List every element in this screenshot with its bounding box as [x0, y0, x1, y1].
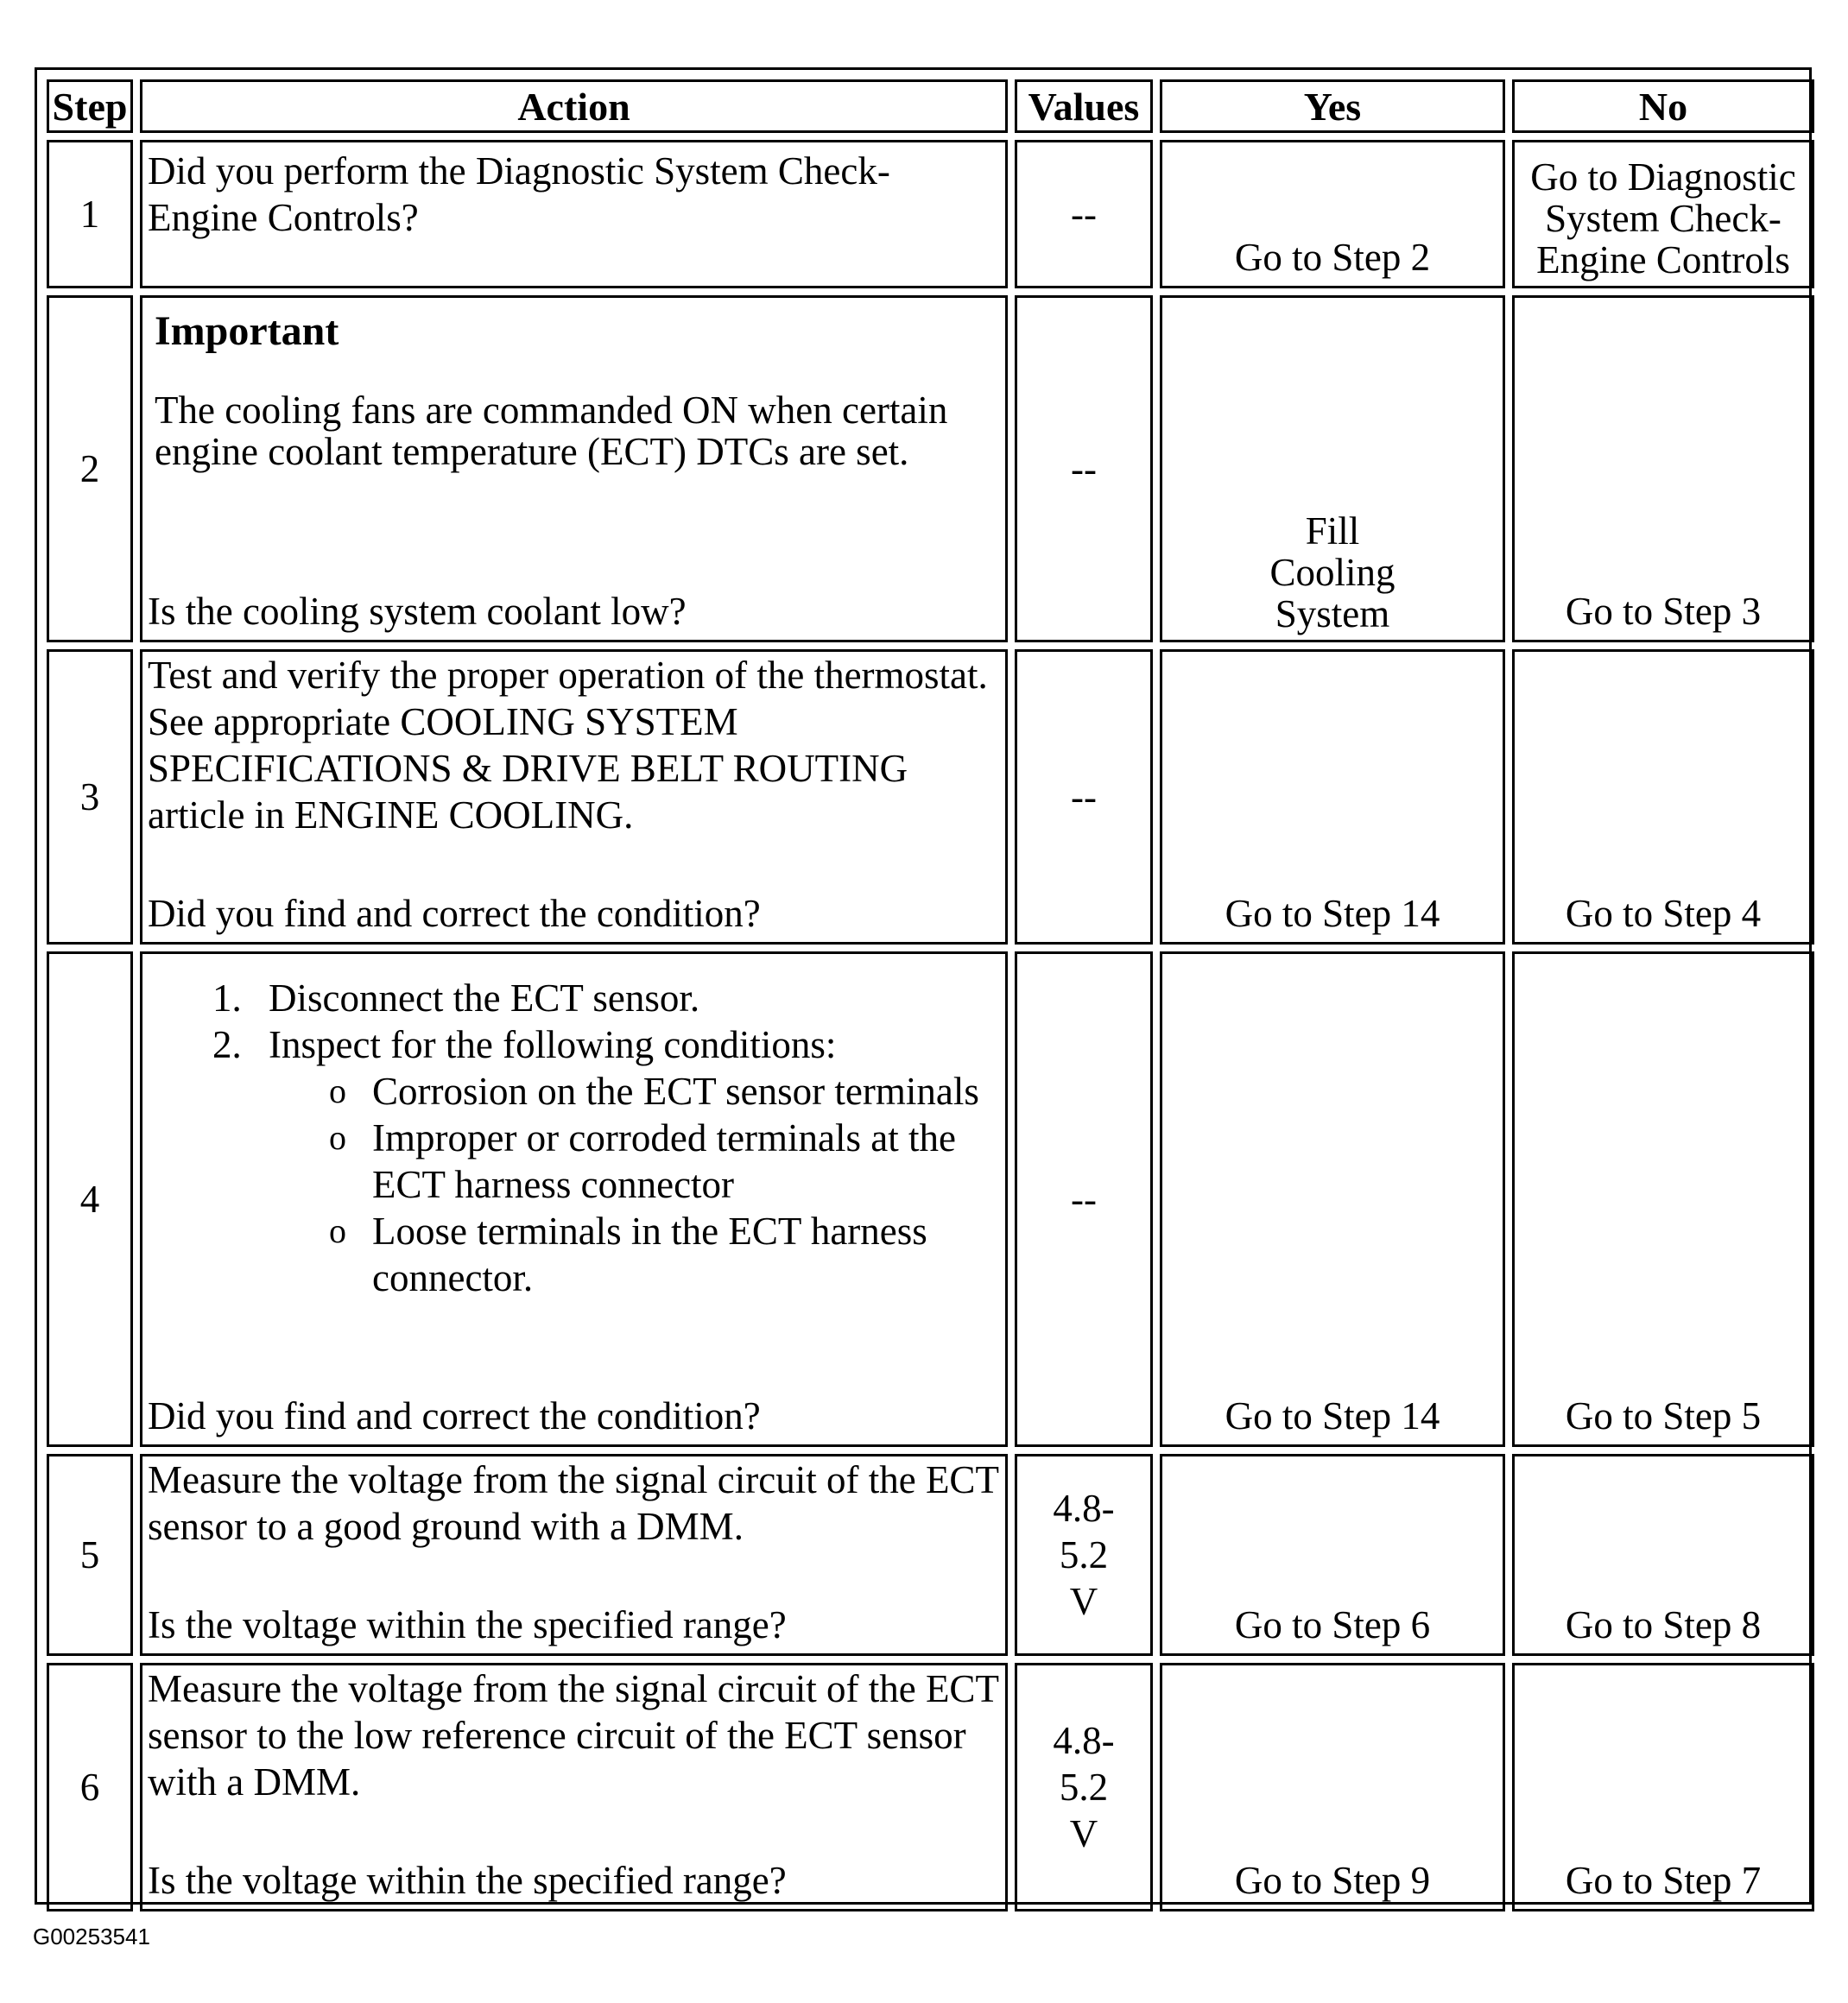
yes-text: Fill Cooling System — [1269, 509, 1395, 635]
values-cell: -- — [1015, 295, 1153, 642]
yes-cell: Go to Step 2 — [1160, 140, 1505, 288]
action-cell — [140, 295, 1008, 642]
sublist-text: Improper or corroded terminals at the ECT harness connector — [372, 1116, 956, 1206]
step-number: 1 — [47, 140, 133, 288]
header-values: Values — [1015, 79, 1153, 133]
no-cell: Go to Step 5 — [1512, 951, 1814, 1447]
step-number: 4 — [47, 951, 133, 1447]
action-text: Did you perform the Diagnostic System Check-Engine Controls? — [148, 149, 890, 239]
no-cell: Go to Step 8 — [1512, 1454, 1814, 1656]
action-question: Is the voltage within the specified range? — [148, 1859, 787, 1902]
action-note: The cooling fans are commanded ON when certain engine coolant temperature (ECT) DTCs are set. — [155, 389, 948, 473]
yes-cell — [1160, 295, 1505, 642]
no-cell: Go to Diagnostic System Check-Engine Controls — [1512, 140, 1814, 288]
important-label: Important — [155, 308, 339, 354]
values-cell: -- — [1015, 649, 1153, 945]
table-row — [47, 295, 1814, 642]
circle-bullet-icon: o — [329, 1071, 346, 1110]
action-cell — [140, 140, 1008, 288]
yes-cell: Go to Step 6 — [1160, 1454, 1505, 1656]
action-question: Did you find and correct the condition? — [148, 892, 761, 935]
header-action: Action — [140, 79, 1008, 133]
values-cell — [1015, 1663, 1153, 1911]
circle-bullet-icon: o — [329, 1211, 346, 1250]
action-cell — [140, 649, 1008, 945]
action-instruction: Measure the voltage from the signal circuit of the ECT sensor to the low reference circuit of the ECT sensor with a DMM. — [148, 1667, 999, 1804]
table-header-row — [47, 79, 1814, 133]
yes-cell: Go to Step 14 — [1160, 951, 1505, 1447]
action-question: Did you find and correct the condition? — [148, 1394, 761, 1437]
values-text: 4.8-5.2 V — [1053, 1487, 1115, 1623]
action-steps-list — [148, 975, 1000, 1301]
header-yes: Yes — [1160, 79, 1505, 133]
action-cell — [140, 1663, 1008, 1911]
table-row — [47, 1454, 1814, 1656]
sublist-text: Loose terminals in the ECT harness connector. — [372, 1210, 927, 1299]
values-cell: -- — [1015, 140, 1153, 288]
step-number: 5 — [47, 1454, 133, 1656]
step-number: 3 — [47, 649, 133, 945]
no-cell: Go to Step 7 — [1512, 1663, 1814, 1911]
action-question: Is the voltage within the specified range? — [148, 1603, 787, 1646]
table-row — [47, 140, 1814, 288]
values-cell: -- — [1015, 951, 1153, 1447]
header-step: Step — [47, 79, 133, 133]
list-item — [329, 1068, 1000, 1115]
values-cell — [1015, 1454, 1153, 1656]
action-cell — [140, 1454, 1008, 1656]
values-text: 4.8-5.2 V — [1053, 1719, 1115, 1855]
condition-sublist — [269, 1068, 1000, 1301]
diagnostic-table — [40, 73, 1821, 1918]
list-item-text: Inspect for the following conditions: — [269, 1023, 837, 1066]
no-cell: Go to Step 4 — [1512, 649, 1814, 945]
figure-id: G00253541 — [33, 1924, 150, 1949]
table-row — [47, 649, 1814, 945]
list-item: 1. Disconnect the ECT sensor. — [251, 975, 1000, 1021]
yes-cell: Go to Step 14 — [1160, 649, 1505, 945]
list-item — [329, 1208, 1000, 1301]
table-row — [47, 1663, 1814, 1911]
list-item — [329, 1115, 1000, 1208]
yes-cell: Go to Step 9 — [1160, 1663, 1505, 1911]
action-cell — [140, 951, 1008, 1447]
step-number: 6 — [47, 1663, 133, 1911]
action-question: Is the cooling system coolant low? — [148, 590, 687, 633]
sublist-text: Corrosion on the ECT sensor terminals — [372, 1070, 979, 1113]
no-cell: Go to Step 3 — [1512, 295, 1814, 642]
step-number: 2 — [47, 295, 133, 642]
header-no: No — [1512, 79, 1814, 133]
list-item — [251, 1021, 1000, 1301]
action-instruction: Measure the voltage from the signal circuit of the ECT sensor to a good ground with a DMM. — [148, 1458, 999, 1548]
action-instruction: Test and verify the proper operation of the thermostat. See appropriate COOLING SYSTEM SPECIFICATIONS & DRIVE BELT ROUTING article in ENGINE COOLING. — [148, 654, 988, 837]
table-row — [47, 951, 1814, 1447]
circle-bullet-icon: o — [329, 1118, 346, 1157]
